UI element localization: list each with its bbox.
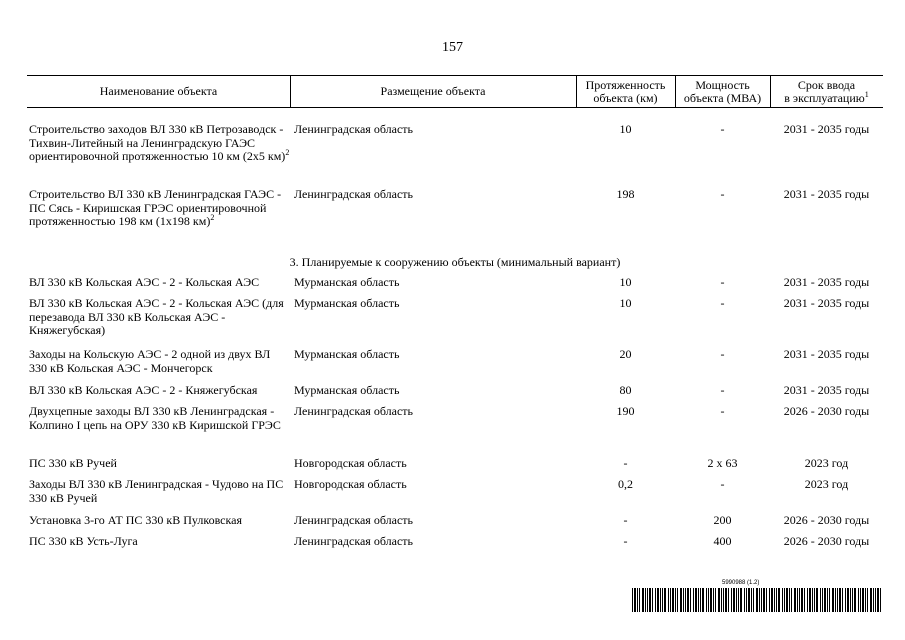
cell-length: 198 <box>616 187 635 201</box>
cell-placement: Ленинградская область <box>294 122 413 136</box>
cell-power: - <box>720 275 725 289</box>
header-length: Протяженность объекта (км) <box>585 77 666 105</box>
cell-length: - <box>623 513 628 527</box>
cell-object-name: ВЛ 330 кВ Кольская АЭС - 2 - Княжегубская <box>29 383 258 397</box>
cell-power: 2 х 63 <box>707 456 738 470</box>
cell-length: 0,2 <box>618 477 633 491</box>
cell-placement: Новгородская область <box>294 456 407 470</box>
cell-power: - <box>720 122 725 136</box>
cell-power: - <box>720 383 725 397</box>
cell-term: 2026 - 2030 годы <box>783 513 870 527</box>
cell-length: - <box>623 456 628 470</box>
cell-length: 190 <box>616 404 635 418</box>
cell-power: 200 <box>713 513 732 527</box>
header-power: Мощность объекта (МВА) <box>683 77 762 105</box>
cell-term: 2031 - 2035 годы <box>783 122 870 136</box>
section-title: 3. Планируемые к сооружению объекты (минимальный вариант) <box>289 255 621 269</box>
cell-placement: Мурманская область <box>294 296 400 310</box>
cell-object-name: Строительство заходов ВЛ 330 кВ Петрозаводск - Тихвин-Литейный на Ленинградскую ГАЭС ориентировочной протяженностью 10 км (2х5 км)$^2$ <box>29 122 290 163</box>
cell-placement: Ленинградская область <box>294 187 413 201</box>
cell-length: - <box>623 534 628 548</box>
cell-object-name: ПС 330 кВ Усть-Луга <box>29 534 138 548</box>
cell-placement: Новгородская область <box>294 477 407 491</box>
cell-power: - <box>720 347 725 361</box>
cell-term: 2031 - 2035 годы <box>783 187 870 201</box>
header-name: Наименование объекта <box>99 84 218 98</box>
cell-object-name: Заходы ВЛ 330 кВ Ленинградская - Чудово на ПС 330 кВ Ручей <box>29 477 284 505</box>
cell-placement: Мурманская область <box>294 347 400 361</box>
cell-term: 2031 - 2035 годы <box>783 347 870 361</box>
cell-power: - <box>720 187 725 201</box>
cell-length: 10 <box>619 122 632 136</box>
page-number: 157 <box>442 40 463 55</box>
cell-term: 2026 - 2030 годы <box>783 534 870 548</box>
cell-object-name: ВЛ 330 кВ Кольская АЭС - 2 - Кольская АЭС <box>29 275 260 289</box>
cell-term: 2031 - 2035 годы <box>783 383 870 397</box>
cell-term: 2023 год <box>804 456 849 470</box>
cell-placement: Мурманская область <box>294 275 400 289</box>
cell-power: 400 <box>713 534 732 548</box>
cell-object-name: Заходы на Кольскую АЭС - 2 одной из двух ВЛ 330 кВ Кольская АЭС - Мончегорск <box>29 347 271 375</box>
cell-placement: Ленинградская область <box>294 513 413 527</box>
barcode <box>632 588 882 612</box>
cell-object-name: ПС 330 кВ Ручей <box>29 456 117 470</box>
barcode-label: 5990988 (1.2) <box>722 580 760 586</box>
cell-term: 2031 - 2035 годы <box>783 296 870 310</box>
table-top-rule <box>27 75 883 76</box>
cell-length: 10 <box>619 296 632 310</box>
cell-power: - <box>720 477 725 491</box>
cell-object-name: Строительство ВЛ 330 кВ Ленинградская ГАЭС - ПС Сясь - Киришская ГРЭС ориентировочной протяженностью 198 км (1х198 км)$^2$ <box>29 187 282 228</box>
cell-length: 10 <box>619 275 632 289</box>
cell-term: 2031 - 2035 годы <box>783 275 870 289</box>
cell-placement: Ленинградская область <box>294 534 413 548</box>
table-header-rule <box>27 107 883 108</box>
cell-term: 2026 - 2030 годы <box>783 404 870 418</box>
cell-placement: Ленинградская область <box>294 404 413 418</box>
cell-length: 20 <box>619 347 632 361</box>
cell-length: 80 <box>619 383 632 397</box>
barcode-graphic <box>632 588 882 612</box>
cell-power: - <box>720 296 725 310</box>
cell-object-name: Установка 3-го АТ ПС 330 кВ Пулковская <box>29 513 242 527</box>
cell-power: - <box>720 404 725 418</box>
cell-term: 2023 год <box>804 477 849 491</box>
header-placement: Размещение объекта <box>380 84 486 98</box>
header-term: Срок ввода в эксплуатацию$^1$ <box>784 77 869 105</box>
cell-object-name: ВЛ 330 кВ Кольская АЭС - 2 - Кольская АЭС (для перезавода ВЛ 330 кВ Кольская АЭС - Княжегубская) <box>29 296 284 337</box>
cell-object-name: Двухцепные заходы ВЛ 330 кВ Ленинградская - Колпино I цепь на ОРУ 330 кВ Киришской ГРЭС <box>29 404 281 432</box>
cell-placement: Мурманская область <box>294 383 400 397</box>
